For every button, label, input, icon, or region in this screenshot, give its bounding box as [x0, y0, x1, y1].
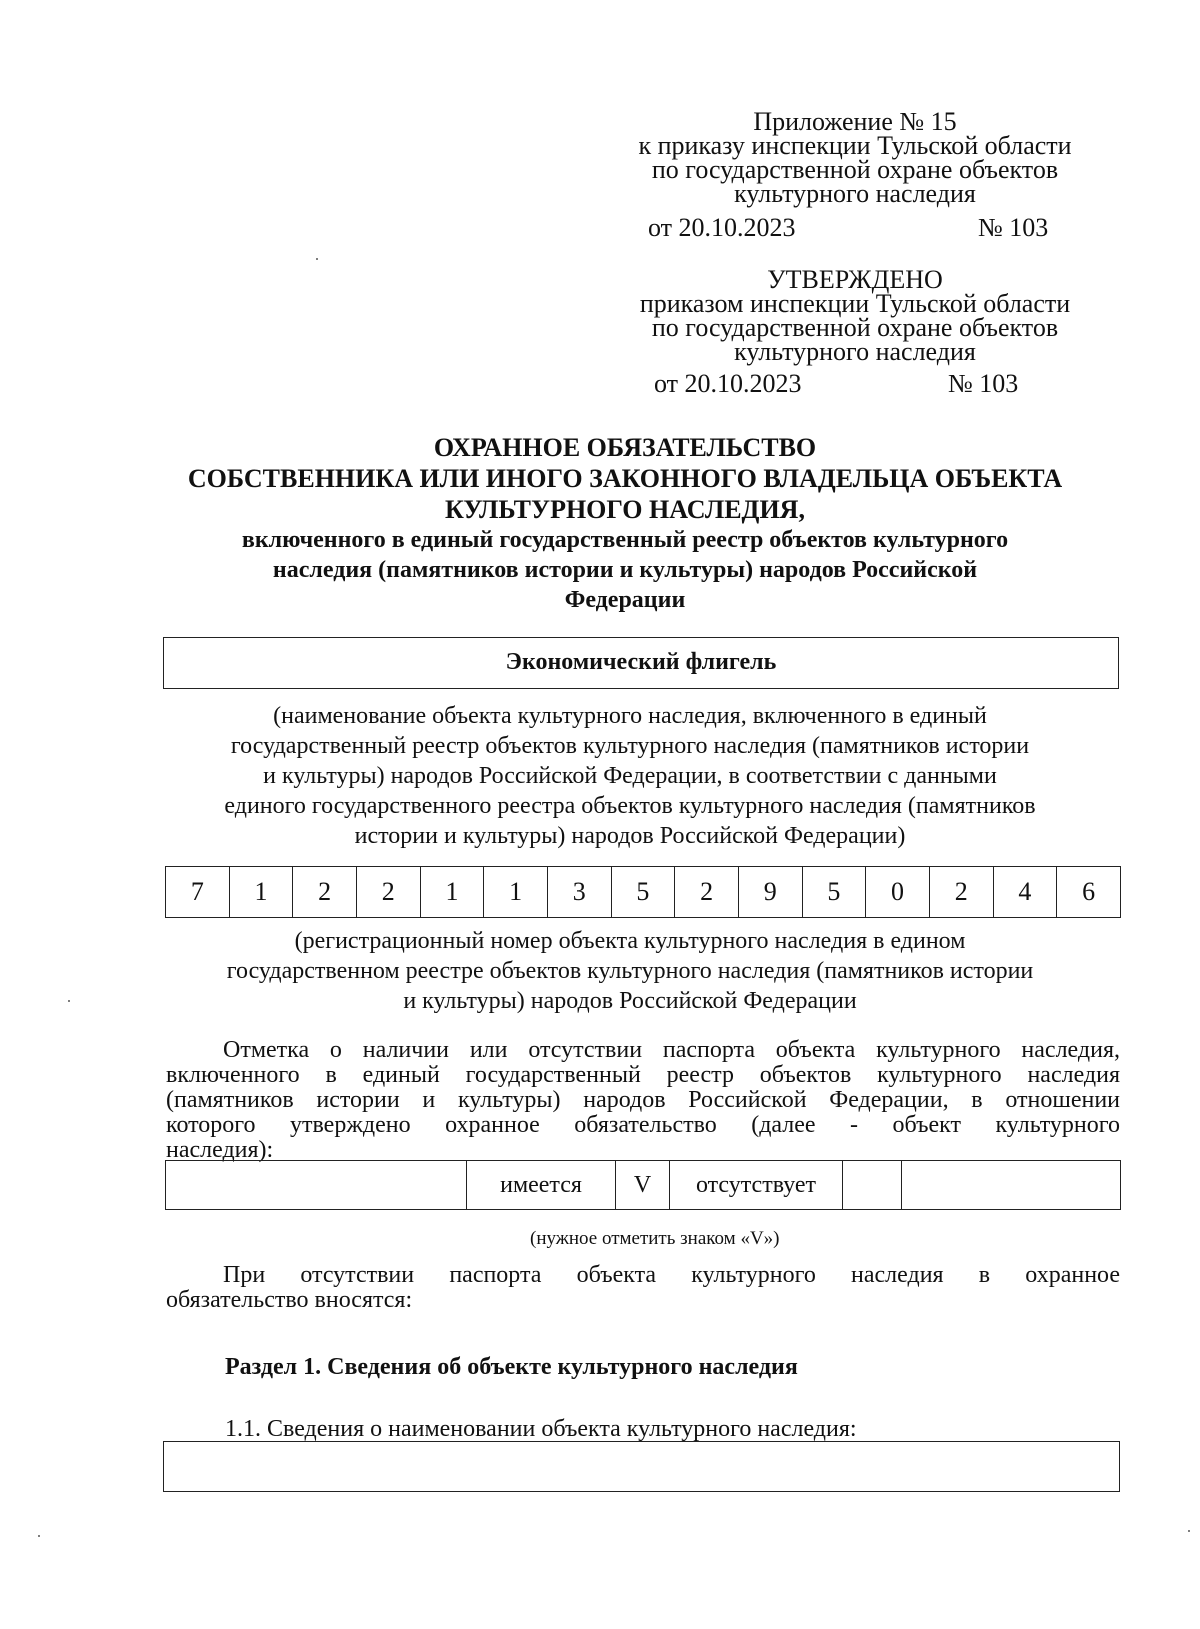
- caption-line-2: государственный реестр объектов культурного наследия (памятников истории: [230, 733, 1030, 759]
- passport-line-2: включенного в единый государственный реестр объектов культурного наследия: [166, 1062, 1120, 1088]
- approved-header: [605, 265, 1105, 366]
- registration-caption: [160, 926, 1100, 1016]
- reg-digit: 2: [675, 867, 739, 918]
- subtitle-line-1: включенного в единый государственный реестр объектов культурного: [241, 527, 1009, 553]
- object-name-info-box[interactable]: [163, 1441, 1120, 1492]
- caption-line-4: единого государственного реестра объектов культурного наследия (памятников: [224, 793, 1036, 819]
- passport-line-5: наследия):: [166, 1137, 274, 1163]
- approved-line-4: культурного наследия: [734, 337, 976, 366]
- reg-caption-line-2: государственном реестре объектов культурного наследия (памятников истории: [226, 958, 1034, 984]
- passport-line-4: которого утверждено охранное обязательство (далее - объект культурного: [166, 1112, 1120, 1138]
- absence-line-2: обязательство вносятся:: [166, 1287, 413, 1313]
- reg-digit: 2: [293, 867, 357, 918]
- appendix-line-2: к приказу инспекции Тульской области: [638, 131, 1072, 160]
- passport-paragraph: [166, 1038, 1120, 1163]
- reg-digit: 0: [866, 867, 930, 918]
- appendix-line-3: по государственной охране объектов: [651, 155, 1059, 184]
- passport-note: (нужное отметить знаком «V»): [530, 1228, 780, 1249]
- scan-speck: [316, 258, 318, 260]
- scan-speck: [38, 1535, 40, 1537]
- approved-line-2: приказом инспекции Тульской области: [639, 289, 1071, 318]
- passport-absent-mark[interactable]: [843, 1161, 902, 1210]
- approved-line-3: по государственной охране объектов: [651, 313, 1059, 342]
- passport-row: [166, 1161, 1121, 1210]
- reg-digit: 9: [738, 867, 802, 918]
- registration-number-table: [165, 866, 1121, 918]
- scan-speck: [1188, 1530, 1190, 1532]
- reg-digit: 4: [993, 867, 1057, 918]
- appendix-header: [605, 107, 1105, 208]
- reg-digit: 1: [484, 867, 548, 918]
- passport-has-label: имеется: [467, 1161, 616, 1210]
- appendix-line-1: Приложение № 15: [753, 107, 957, 136]
- passport-line-3: (памятников истории и культуры) народов Российской Федерации, в отношении: [166, 1087, 1120, 1113]
- passport-empty-cell: [166, 1161, 467, 1210]
- subtitle-line-3: Федерации: [564, 587, 686, 613]
- appendix-date: от 20.10.2023: [648, 213, 796, 242]
- reg-digit: 3: [547, 867, 611, 918]
- reg-digit: 5: [611, 867, 675, 918]
- absence-line-1: При отсутствии паспорта объекта культурного наследия в охранное: [223, 1262, 1120, 1288]
- reg-digit: 6: [1057, 867, 1121, 918]
- title-line-1: ОХРАННОЕ ОБЯЗАТЕЛЬСТВО: [433, 433, 817, 462]
- title-line-3: КУЛЬТУРНОГО НАСЛЕДИЯ,: [445, 495, 805, 524]
- reg-digit: 1: [229, 867, 293, 918]
- passport-line-1: Отметка о наличии или отсутствии паспорта объекта культурного наследия,: [223, 1037, 1120, 1063]
- reg-digit: 7: [166, 867, 230, 918]
- reg-digit: 2: [929, 867, 993, 918]
- reg-digit: 1: [420, 867, 484, 918]
- reg-digit: 2: [356, 867, 420, 918]
- passport-has-mark[interactable]: V: [616, 1161, 670, 1210]
- caption-line-5: истории и культуры) народов Российской Федерации): [354, 823, 906, 849]
- subtitle-line-2: наследия (памятников истории и культуры) народов Российской: [272, 557, 978, 583]
- approved-line-1: УТВЕРЖДЕНО: [767, 265, 943, 294]
- document-subtitle: [160, 525, 1090, 615]
- approved-date: от 20.10.2023: [654, 369, 802, 398]
- object-name: Экономический флигель: [505, 649, 777, 675]
- reg-digit: 5: [802, 867, 866, 918]
- object-name-box: [163, 637, 1119, 689]
- passport-absent-label: отсутствует: [670, 1161, 843, 1210]
- passport-trailing-cell: [902, 1161, 1121, 1210]
- approved-number: № 103: [948, 369, 1019, 398]
- absence-paragraph: [166, 1263, 1120, 1313]
- passport-table: [165, 1160, 1121, 1210]
- caption-line-3: и культуры) народов Российской Федерации, в соответствии с данными: [263, 763, 997, 789]
- scan-speck: [68, 1000, 70, 1002]
- object-name-caption: [160, 701, 1100, 851]
- section-1-title: Раздел 1. Сведения об объекте культурного наследия: [225, 1354, 798, 1380]
- reg-caption-line-3: и культуры) народов Российской Федерации: [403, 988, 857, 1014]
- subsection-1-1: 1.1. Сведения о наименовании объекта культурного наследия:: [225, 1416, 857, 1442]
- caption-line-1: (наименование объекта культурного наследия, включенного в единый: [273, 703, 987, 729]
- appendix-number: № 103: [978, 213, 1049, 242]
- appendix-line-4: культурного наследия: [734, 179, 976, 208]
- registration-number-row: [166, 867, 1121, 918]
- title-line-2: СОБСТВЕННИКА ИЛИ ИНОГО ЗАКОННОГО ВЛАДЕЛЬЦА ОБЪЕКТА: [187, 464, 1063, 493]
- reg-caption-line-1: (регистрационный номер объекта культурного наследия в едином: [294, 928, 966, 954]
- document-title: [160, 432, 1090, 525]
